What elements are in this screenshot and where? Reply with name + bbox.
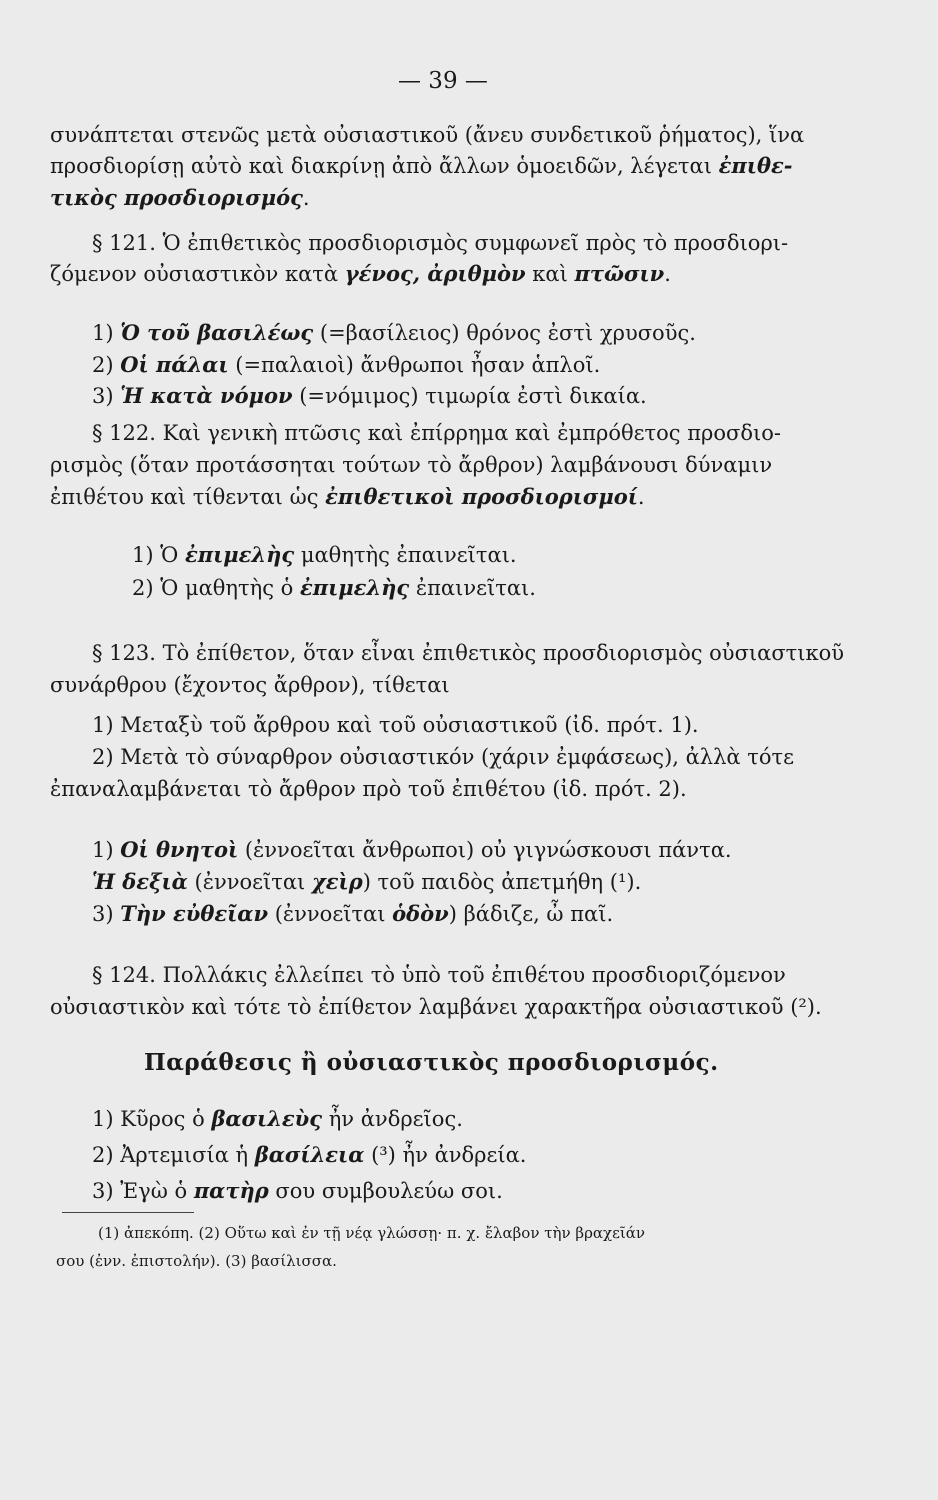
section-121-line: ζόμενον οὐσιαστικὸν κατὰ γένος, ἀριθμὸν καὶ πτῶσιν. <box>50 261 671 286</box>
section-124-line: § 124. Πολλάκις ἐλλείπει τὸ ὑπὸ τοῦ ἐπιθέτου προσδιοριζόμενον <box>92 963 786 987</box>
example-line: 3) Ἐγὼ ὁ πατὴρ σου συμβουλεύω σοι. <box>92 1178 503 1203</box>
example-line: 3) Τὴν εὐθεῖαν (ἐννοεῖται ὁδὸν) βάδιζε, ὦ παῖ. <box>92 901 614 926</box>
paragraph-line: συνάπτεται στενῶς μετὰ οὐσιαστικοῦ (ἄνευ συνδετικοῦ ῥήματος), ἵνα <box>50 123 805 147</box>
section-124-line: οὐσιαστικὸν καὶ τότε τὸ ἐπίθετον λαμβάνει χαρακτῆρα οὐσιαστικοῦ (²). <box>50 995 822 1019</box>
example-line: 1) Οἱ θνητοὶ (ἐννοεῖται ἄνθρωποι) οὐ γιγνώσκουσι πάντα. <box>92 837 732 862</box>
paragraph-line: προσδιορίσῃ αὐτὸ καὶ διακρίνῃ ἀπὸ ἄλλων ὁμοειδῶν, λέγεται ἐπιθε- <box>50 153 793 178</box>
example-line: 1) Κῦρος ὁ βασιλεὺς ἦν ἀνδρεῖος. <box>92 1106 463 1131</box>
example-line: 1) Ὁ ἐπιμελὴς μαθητὴς ἐπαινεῖται. <box>132 542 517 567</box>
section-123-line: § 123. Τὸ ἐπίθετον, ὅταν εἶναι ἐπιθετικὸς προσδιορισμὸς οὐσιαστικοῦ <box>92 641 845 665</box>
section-123-line: 1) Μεταξὺ τοῦ ἄρθρου καὶ τοῦ οὐσιαστικοῦ (ἰδ. πρότ. 1). <box>92 713 699 737</box>
footnote-rule <box>62 1212 194 1213</box>
section-heading: Παράθεσις ἢ οὐσιαστικὸς προσδιορισμός. <box>144 1049 719 1076</box>
example-line: 3) Ἡ κατὰ νόμον (=νόμιμος) τιμωρία ἐστὶ δικαία. <box>92 383 647 408</box>
section-121-line: § 121. Ὁ ἐπιθετικὸς προσδιορισμὸς συμφωνεῖ πρὸς τὸ προσδιορι- <box>92 231 789 255</box>
footnote-line: (1) ἀπεκόπη. (2) Οὕτω καὶ ἐν τῇ νέᾳ γλώσσῃ· π. χ. ἔλαβον τὴν βραχεῖάν <box>98 1224 646 1242</box>
section-122-line: § 122. Καὶ γενικὴ πτῶσις καὶ ἐπίρρημα καὶ ἐμπρόθετος προσδιο- <box>92 421 781 445</box>
example-line: 2) Ἀρτεμισία ἡ βασίλεια (³) ἦν ἀνδρεία. <box>92 1142 527 1167</box>
example-line: 1) Ὁ τοῦ βασιλέως (=βασίλειος) θρόνος ἐστὶ χρυσοῦς. <box>92 320 696 345</box>
section-122-line: ἐπιθέτου καὶ τίθενται ὡς ἐπιθετικοὶ προσδιορισμοί. <box>50 484 645 509</box>
footnote-line: σου (ἐνν. ἐπιστολήν). (3) βασίλισσα. <box>56 1252 337 1270</box>
example-line: Ἡ δεξιὰ (ἐννοεῖται χεὶρ) τοῦ παιδὸς ἀπετμήθη (¹). <box>92 869 642 894</box>
section-123-line: ἐπαναλαμβάνεται τὸ ἄρθρον πρὸ τοῦ ἐπιθέτου (ἰδ. πρότ. 2). <box>50 777 687 801</box>
section-123-line: συνάρθρου (ἔχοντος ἄρθρον), τίθεται <box>50 673 450 697</box>
section-123-line: 2) Μετὰ τὸ σύναρθρον οὐσιαστικόν (χάριν ἐμφάσεως), ἀλλὰ τότε <box>92 745 795 769</box>
example-line: 2) Ὁ μαθητὴς ὁ ἐπιμελὴς ἐπαινεῖται. <box>132 575 536 600</box>
page-number: — 39 — <box>398 68 488 94</box>
paragraph-line: τικὸς προσδιορισμός. <box>50 185 310 210</box>
section-122-line: ρισμὸς (ὅταν προτάσσηται τούτων τὸ ἄρθρον) λαμβάνουσι δύναμιν <box>50 453 773 477</box>
example-line: 2) Οἱ πάλαι (=παλαιοὶ) ἄνθρωποι ἦσαν ἁπλοῖ. <box>92 352 601 377</box>
